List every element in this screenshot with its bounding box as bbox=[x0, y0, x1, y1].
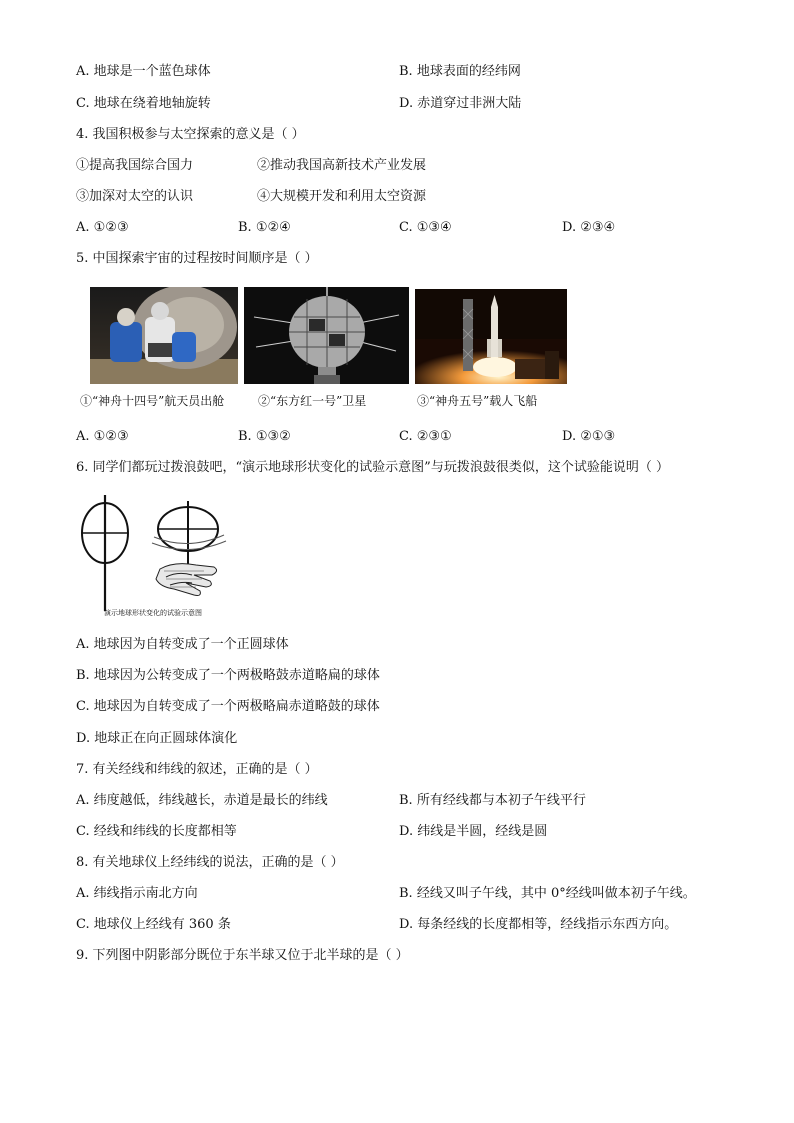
q8-option-c: C. 地球仪上经线有 360 条 bbox=[76, 917, 231, 932]
astronaut-photo-caption: ①“神舟十四号”航天员出舱 bbox=[80, 394, 225, 408]
rocket-launch-photo bbox=[415, 289, 567, 384]
q3-option-c: C. 地球在绕着地轴旋转 bbox=[76, 96, 211, 111]
q7-option-a: A. 纬度越低，纬线越长，赤道是最长的纬线 bbox=[76, 793, 328, 808]
earth-shape-experiment-diagram bbox=[74, 491, 240, 619]
q7-stem: 7. 有关经线和纬线的叙述，正确的是（ ） bbox=[76, 762, 318, 777]
q7-option-b: B. 所有经线都与本初子午线平行 bbox=[399, 793, 586, 808]
rocket-photo-caption: ③“神舟五号”载人飞船 bbox=[417, 394, 538, 408]
q4-statement-3: ③加深对太空的认识 bbox=[76, 189, 194, 204]
astronaut-photo bbox=[90, 287, 238, 384]
q4-stem: 4. 我国积极参与太空探索的意义是（ ） bbox=[76, 127, 305, 142]
satellite-photo bbox=[244, 287, 409, 384]
q9-stem: 9. 下列图中阴影部分既位于东半球又位于北半球的是（ ） bbox=[76, 948, 409, 963]
q4-option-b: B. ①②④ bbox=[238, 220, 291, 235]
q6-option-d: D. 地球正在向正圆球体演化 bbox=[76, 731, 238, 746]
q4-statement-4: ④大规模开发和利用太空资源 bbox=[257, 189, 427, 204]
q7-option-c: C. 经线和纬线的长度都相等 bbox=[76, 824, 237, 839]
q4-statement-2: ②推动我国高新技术产业发展 bbox=[257, 158, 427, 173]
q6-option-a: A. 地球因为自转变成了一个正圆球体 bbox=[76, 637, 289, 652]
q6-stem: 6. 同学们都玩过拨浪鼓吧，“演示地球形状变化的试验示意图”与玩拨浪鼓很类似，这个试验能说明（ ） bbox=[76, 460, 669, 475]
q5-stem: 5. 中国探索宇宙的过程按时间顺序是（ ） bbox=[76, 251, 318, 266]
q5-option-d: D. ②①③ bbox=[562, 429, 616, 444]
q4-option-d: D. ②③④ bbox=[562, 220, 616, 235]
q5-option-a: A. ①②③ bbox=[76, 429, 129, 444]
satellite-photo-caption: ②“东方红一号”卫星 bbox=[258, 394, 367, 408]
q7-option-d: D. 纬线是半圆，经线是圆 bbox=[399, 824, 548, 839]
q8-option-a: A. 纬线指示南北方向 bbox=[76, 886, 198, 901]
q3-option-b: B. 地球表面的经纬网 bbox=[399, 64, 521, 79]
q4-statement-1: ①提高我国综合国力 bbox=[76, 158, 194, 173]
q5-option-c: C. ②③① bbox=[399, 429, 452, 444]
diagram-caption: 演示地球形状变化的试验示意图 bbox=[104, 609, 202, 617]
q6-option-b: B. 地球因为公转变成了一个两极略鼓赤道略扁的球体 bbox=[76, 668, 380, 683]
q6-option-c: C. 地球因为自转变成了一个两极略扁赤道略鼓的球体 bbox=[76, 699, 380, 714]
q8-stem: 8. 有关地球仪上经纬线的说法，正确的是（ ） bbox=[76, 855, 344, 870]
q4-option-a: A. ①②③ bbox=[76, 220, 129, 235]
q8-option-b: B. 经线又叫子午线，其中 0°经线叫做本初子午线。 bbox=[399, 886, 696, 901]
q5-option-b: B. ①③② bbox=[238, 429, 291, 444]
q3-option-d: D. 赤道穿过非洲大陆 bbox=[399, 96, 522, 111]
q4-option-c: C. ①③④ bbox=[399, 220, 452, 235]
q8-option-d: D. 每条经线的长度都相等，经线指示东西方向。 bbox=[399, 917, 678, 932]
q3-option-a: A. 地球是一个蓝色球体 bbox=[76, 64, 211, 79]
